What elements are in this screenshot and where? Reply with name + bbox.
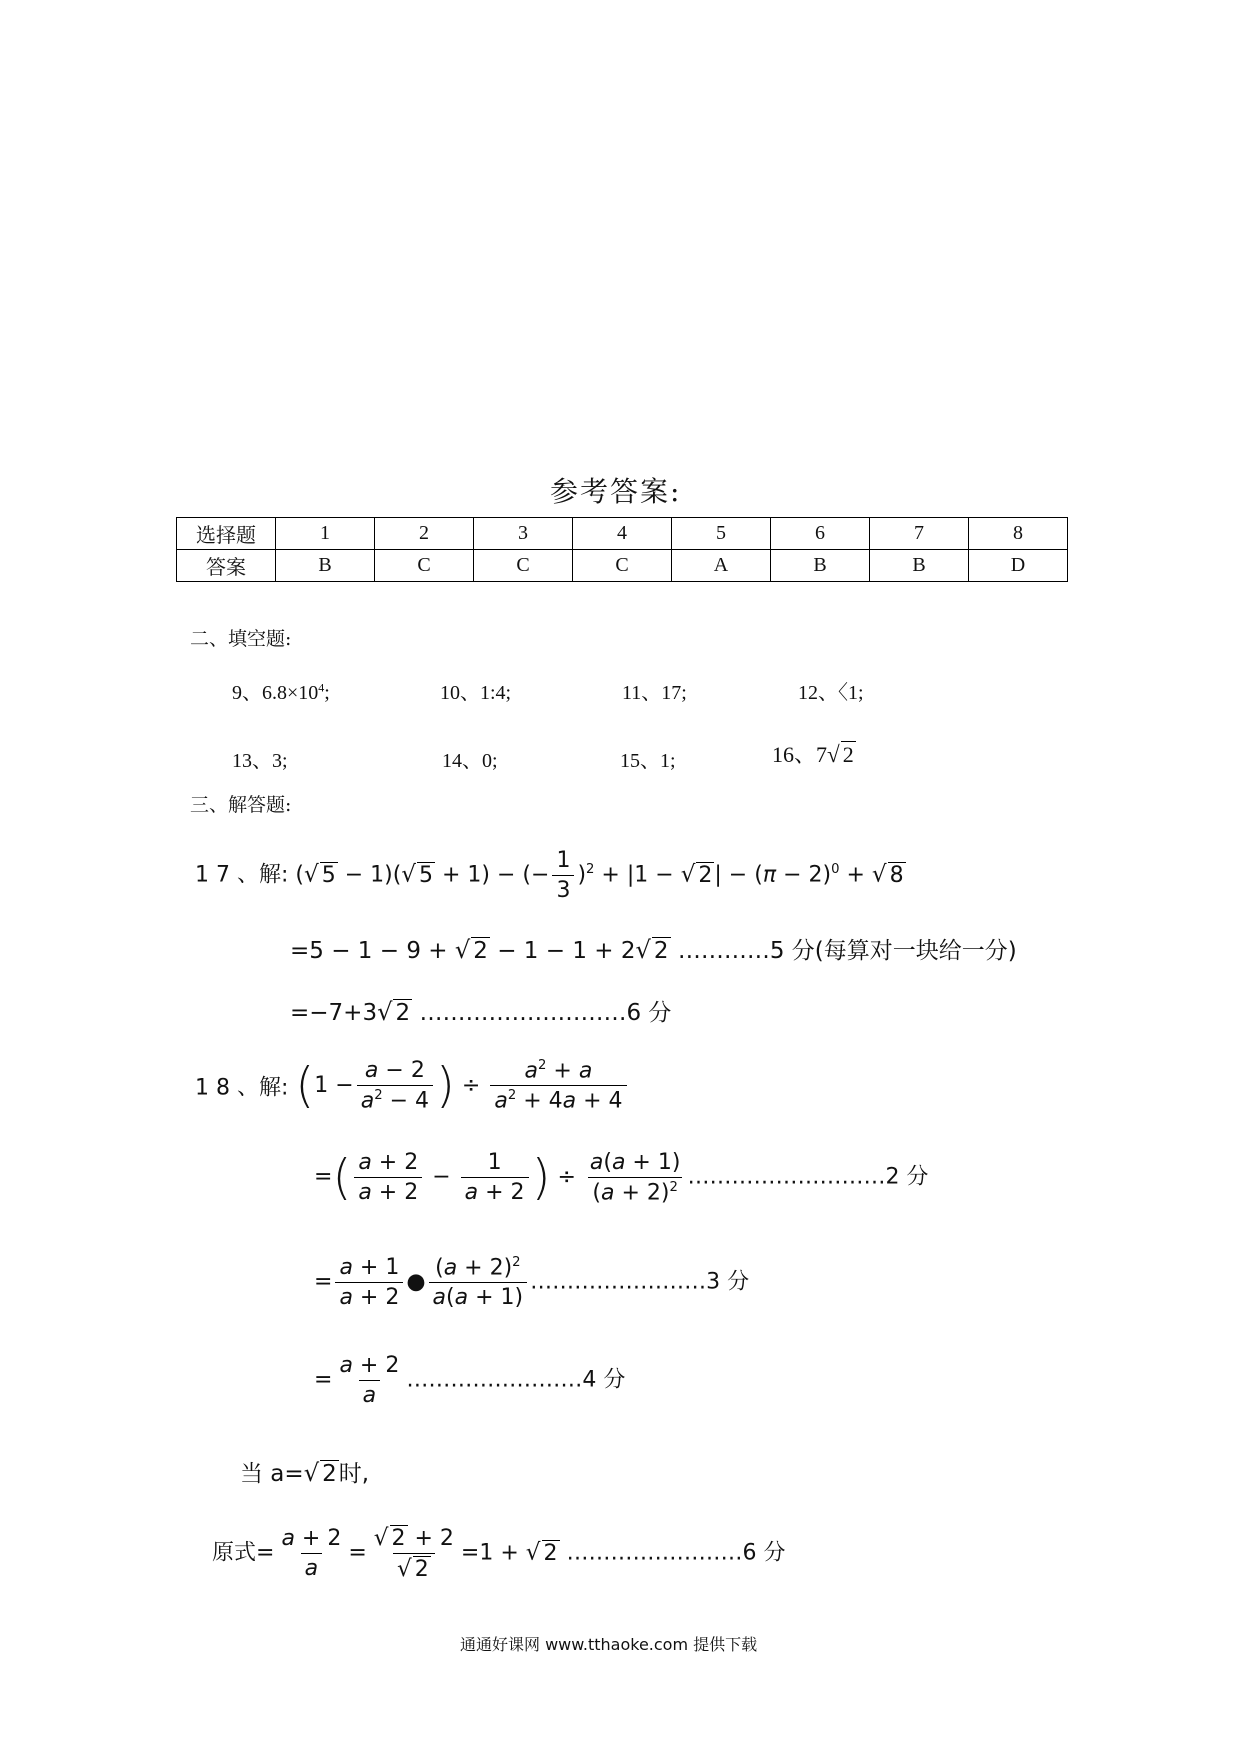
answer-table (176, 517, 1068, 582)
problem-18-statement: 1 8 、解: (1 − $\frac{a - 2}{a^2 - 4}$ ) ÷ $\frac{a^2 + a}{a^2 + 4a + 4}$ (195, 1058, 630, 1114)
table-cell: 3 (474, 518, 573, 550)
table-cell: C (474, 550, 573, 582)
fill-item-15: 15、1; (620, 750, 676, 772)
section-heading-fill: 二、填空题: (190, 628, 292, 650)
page-title: 参考答案: (550, 475, 682, 508)
table-row-answers (177, 550, 1068, 582)
table-cell: A (672, 550, 771, 582)
problem-17-label: 1 7 、解: (195, 862, 289, 888)
table-header-question: 选择题 (177, 518, 276, 550)
problem-18-step-3: = $\frac{a + 2}{a}$ ……………………4 分 (314, 1353, 626, 1408)
section-heading-solve: 三、解答题: (190, 794, 292, 816)
table-cell: D (969, 550, 1068, 582)
table-row-questions (177, 518, 1068, 550)
problem-17-step-2: =−7+3√ 2 ………………………6 分 (290, 998, 672, 1026)
fill-item-10: 10、1:4; (440, 682, 512, 704)
fill-item-13: 13、3; (232, 750, 288, 772)
table-header-answer: 答案 (177, 550, 276, 582)
problem-17-statement: 1 7 、解: (√ 5 − 1)(√ 5 + 1) − (− $\frac{1}{3}$ )$^2$ + |1 − √ $2| - (\pi - 2)^0$ + √ 8 (195, 848, 904, 903)
table-cell: 2 (375, 518, 474, 550)
table-cell: B (870, 550, 969, 582)
problem-17-step-1: =5 − 1 − 9 + √ 2 − 1 − 1 + 2√ 2 …………5 分(每算对一块给一分) (290, 936, 1017, 964)
table-cell: 7 (870, 518, 969, 550)
fill-item-16: 16、7√ 2 (772, 741, 854, 767)
problem-18-step-1: =( $\frac{a + 2}{a + 2}$ − $\frac{1}{a + 2}$ ) ÷ $\frac{a(a + 1)}{(a + 2)^2}$ ………………………2 分 (314, 1149, 929, 1206)
table-cell: C (375, 550, 474, 582)
problem-18-condition: 当 a=√ 2时, (240, 1459, 370, 1487)
table-cell: 8 (969, 518, 1068, 550)
table-cell: C (573, 550, 672, 582)
table-cell: 6 (771, 518, 870, 550)
fill-item-11: 11、17; (622, 682, 687, 704)
table-cell: 5 (672, 518, 771, 550)
problem-18-result: 原式= $\frac{a + 2}{a}$ = $\frac{√ 2 + 2}{√ 2}$ =1 + √ 2 ……………………6 分 (212, 1525, 786, 1582)
table-cell: B (276, 550, 375, 582)
fill-item-14: 14、0; (442, 750, 498, 772)
table-cell: 1 (276, 518, 375, 550)
problem-18-label: 1 8 、解: (195, 1075, 289, 1101)
table-cell: 4 (573, 518, 672, 550)
fill-item-12: 12、〈1; (798, 682, 864, 704)
fill-item-9: 9、$6.8\times 10^4$; (232, 680, 330, 704)
footer-text: 通通好课网 www.tthaoke.com 提供下载 (460, 1635, 758, 1654)
table-cell: B (771, 550, 870, 582)
problem-18-step-2: = $\frac{a + 1}{a + 2}$ ● $\frac{(a + 2)^2}{a(a + 1)}$ ……………………3 分 (314, 1255, 750, 1311)
